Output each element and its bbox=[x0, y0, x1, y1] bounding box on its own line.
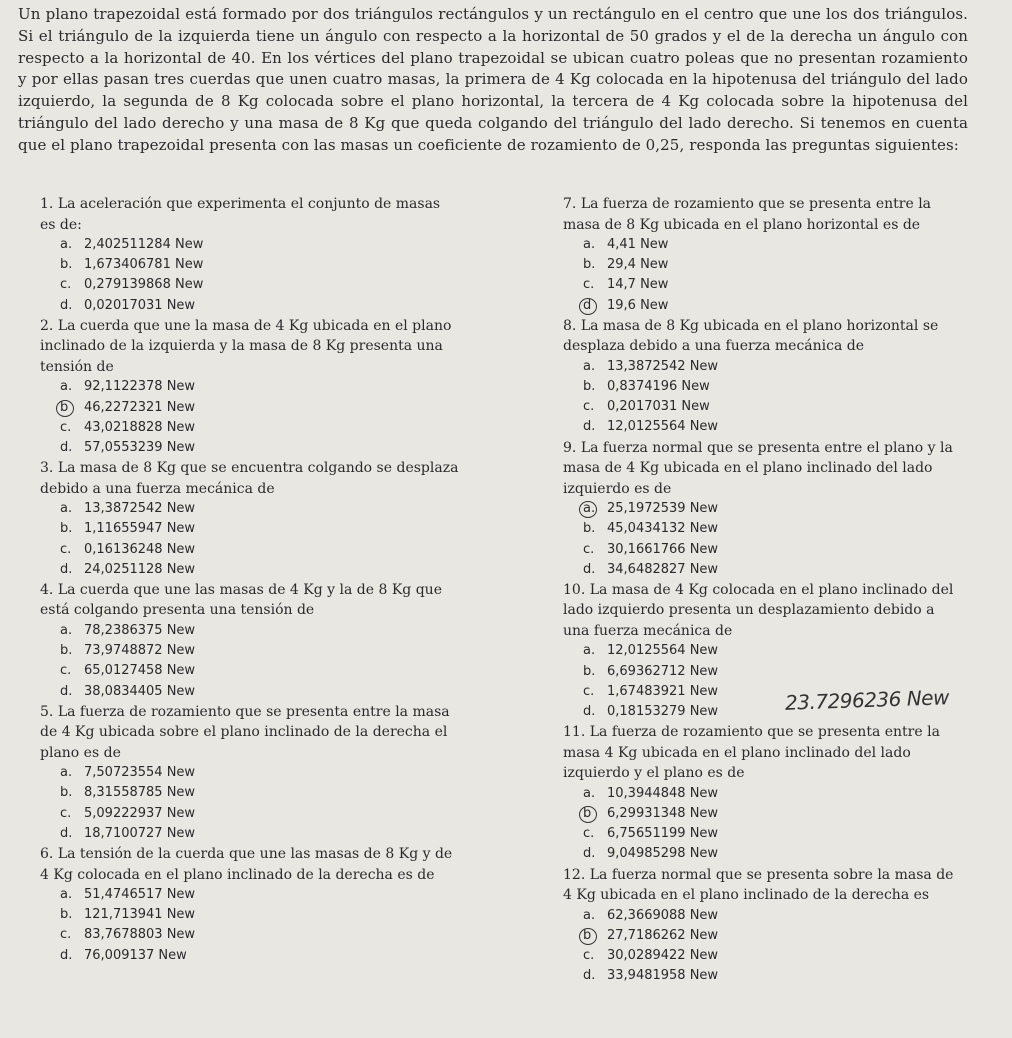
answer-option-selected bbox=[60, 398, 460, 418]
question bbox=[40, 702, 460, 844]
option-value: 13,3872542 New bbox=[84, 501, 196, 517]
option-letter: b. bbox=[60, 907, 73, 923]
option-value: 6,75651199 New bbox=[607, 826, 719, 842]
questions-right-column bbox=[563, 194, 963, 986]
question-stem bbox=[563, 580, 963, 642]
answer-options bbox=[60, 621, 460, 702]
option-value: 78,2386375 New bbox=[84, 622, 196, 638]
option-value: 8,31558785 New bbox=[84, 785, 196, 801]
option-letter: d. bbox=[583, 968, 596, 984]
option-value: 33,9481958 New bbox=[607, 968, 719, 984]
question bbox=[563, 438, 963, 580]
answer-option bbox=[583, 844, 963, 864]
question-stem bbox=[40, 580, 460, 621]
question-number: 8. bbox=[563, 317, 577, 334]
option-value: 19,6 New bbox=[607, 297, 669, 313]
answer-option bbox=[60, 560, 460, 580]
option-letter: c. bbox=[583, 541, 595, 557]
answer-option-selected bbox=[583, 499, 963, 519]
question bbox=[563, 194, 963, 316]
option-value: 51,4746517 New bbox=[84, 887, 196, 903]
option-value: 29,4 New bbox=[607, 257, 669, 273]
answer-option bbox=[60, 763, 460, 783]
question-text: La tensión de la cuerda que une las masas de 8 Kg y de 4 Kg colocada en el plano inclinado de la derecha es de bbox=[40, 846, 453, 883]
answer-options bbox=[60, 499, 460, 580]
option-value: 18,7100727 New bbox=[84, 825, 196, 841]
question-number: 1. bbox=[40, 196, 54, 212]
answer-option bbox=[60, 438, 460, 458]
question bbox=[40, 316, 460, 458]
option-letter: b. bbox=[583, 379, 596, 395]
option-value: 10,3944848 New bbox=[607, 785, 719, 801]
question-stem bbox=[40, 702, 460, 764]
option-letter: c. bbox=[583, 947, 595, 963]
option-letter: d. bbox=[60, 683, 73, 699]
option-letter: b. bbox=[583, 257, 596, 273]
answer-option bbox=[60, 682, 460, 702]
answer-option bbox=[583, 662, 963, 682]
question bbox=[40, 458, 460, 580]
option-value: 65,0127458 New bbox=[84, 663, 196, 679]
option-value: 1,67483921 New bbox=[607, 683, 719, 699]
answer-option bbox=[583, 966, 963, 986]
option-letter: b. bbox=[60, 521, 73, 537]
option-value: 9,04985298 New bbox=[607, 846, 719, 862]
answer-option bbox=[583, 255, 963, 275]
option-letter: b. bbox=[583, 663, 596, 679]
question-text: La fuerza de rozamiento que se presenta entre la masa 4 Kg ubicada en el plano inclinado del lado izquierdo y el plano es de bbox=[563, 724, 940, 782]
option-letter: a. bbox=[60, 765, 73, 781]
answer-option bbox=[60, 641, 460, 661]
option-value: 0,02017031 New bbox=[84, 297, 196, 313]
option-letter: b. bbox=[60, 643, 73, 659]
answer-options bbox=[583, 235, 963, 316]
option-letter: a. bbox=[60, 887, 73, 903]
question-text: La fuerza de rozamiento que se presenta entre la masa de 4 Kg ubicada sobre el plano inclinado de la derecha el plano es de bbox=[40, 703, 450, 761]
question-stem bbox=[563, 865, 963, 906]
option-letter: c. bbox=[60, 541, 72, 557]
question-text: La masa de 4 Kg colocada en el plano inclinado del lado izquierdo presenta un desplazamiento debido a una fuerza mecánica de bbox=[563, 581, 954, 639]
option-letter: d. bbox=[583, 561, 596, 577]
question-stem bbox=[563, 194, 963, 235]
option-value: 12,0125564 New bbox=[607, 419, 719, 435]
option-value: 7,50723554 New bbox=[84, 765, 196, 781]
answer-options bbox=[60, 763, 460, 844]
option-letter: a. bbox=[583, 785, 596, 801]
option-value: 57,0553239 New bbox=[84, 439, 196, 455]
option-value: 1,11655947 New bbox=[84, 521, 196, 537]
option-letter: b bbox=[583, 804, 607, 824]
answer-option-selected bbox=[583, 804, 963, 824]
question-number: 3. bbox=[40, 460, 54, 477]
question-number: 10. bbox=[563, 581, 586, 598]
answer-option bbox=[60, 905, 460, 925]
option-letter: c. bbox=[60, 663, 72, 679]
question bbox=[563, 316, 963, 438]
question-number: 6. bbox=[40, 846, 54, 863]
option-value: 30,0289422 New bbox=[607, 947, 719, 963]
option-value: 0,279139868 New bbox=[84, 277, 204, 293]
option-value: 13,3872542 New bbox=[607, 358, 719, 374]
question-text: La aceleración que experimenta el conjunto de masas es de: bbox=[40, 196, 441, 233]
question bbox=[563, 722, 963, 864]
option-value: 2,402511284 New bbox=[84, 237, 204, 252]
handwritten-note: 23.7296236 New bbox=[784, 685, 950, 715]
option-letter: a. bbox=[60, 379, 73, 395]
question-stem bbox=[563, 722, 963, 784]
option-value: 27,7186262 New bbox=[607, 927, 719, 943]
answer-option bbox=[60, 418, 460, 438]
answer-option-selected bbox=[583, 926, 963, 946]
option-value: 45,0434132 New bbox=[607, 521, 719, 537]
option-value: 5,09222937 New bbox=[84, 805, 196, 821]
option-letter: a. bbox=[60, 622, 73, 638]
answer-option bbox=[60, 661, 460, 681]
question-stem bbox=[40, 844, 460, 885]
option-letter: d. bbox=[60, 439, 73, 455]
question-number: 9. bbox=[563, 439, 577, 456]
option-letter: c. bbox=[60, 927, 72, 943]
option-value: 25,1972539 New bbox=[607, 501, 719, 517]
answer-option bbox=[60, 804, 460, 824]
question-text: La fuerza de rozamiento que se presenta entre la masa de 8 Kg ubicada en el plano horizontal es de bbox=[563, 196, 932, 233]
answer-option bbox=[60, 235, 460, 255]
question-text: La cuerda que une la masa de 4 Kg ubicada en el plano inclinado de la izquierda y la masa de 8 Kg presenta una tensión de bbox=[40, 317, 452, 375]
option-letter: d. bbox=[60, 825, 73, 841]
answer-option bbox=[583, 560, 963, 580]
question-text: La masa de 8 Kg que se encuentra colgando se desplaza debido a una fuerza mecánica de bbox=[40, 460, 459, 497]
answer-option bbox=[60, 783, 460, 803]
option-letter: a. bbox=[583, 499, 607, 519]
question-number: 4. bbox=[40, 581, 54, 598]
question-number: 5. bbox=[40, 703, 54, 720]
answer-option bbox=[583, 357, 963, 377]
answer-option bbox=[583, 397, 963, 417]
option-letter: d. bbox=[60, 947, 73, 963]
answer-option bbox=[583, 540, 963, 560]
option-letter: c. bbox=[583, 277, 595, 293]
question-text: La masa de 8 Kg ubicada en el plano horizontal se desplaza debido a una fuerza mecánica de bbox=[563, 317, 939, 355]
option-value: 43,0218828 New bbox=[84, 419, 196, 435]
option-value: 4,41 New bbox=[607, 237, 669, 252]
option-value: 121,713941 New bbox=[84, 907, 196, 923]
option-letter: d bbox=[583, 296, 607, 316]
question-stem bbox=[40, 194, 460, 235]
answer-option bbox=[60, 824, 460, 844]
option-letter: b bbox=[583, 926, 607, 946]
option-value: 14,7 New bbox=[607, 277, 669, 293]
option-letter: d. bbox=[583, 704, 596, 720]
option-letter: b. bbox=[583, 521, 596, 537]
question bbox=[40, 194, 460, 316]
answer-option bbox=[60, 296, 460, 316]
answer-option bbox=[583, 417, 963, 437]
option-letter: c. bbox=[583, 826, 595, 842]
question-stem bbox=[40, 458, 460, 499]
option-letter: b. bbox=[60, 257, 73, 273]
question-number: 2. bbox=[40, 317, 54, 334]
answer-options bbox=[583, 499, 963, 580]
option-letter: d. bbox=[60, 561, 73, 577]
option-letter: a. bbox=[60, 237, 73, 252]
option-letter: a. bbox=[583, 643, 596, 659]
option-value: 30,1661766 New bbox=[607, 541, 719, 557]
option-value: 92,1122378 New bbox=[84, 379, 196, 395]
option-letter: c. bbox=[583, 683, 595, 699]
option-value: 0,18153279 New bbox=[607, 704, 719, 720]
answer-options bbox=[583, 906, 963, 987]
answer-option bbox=[583, 275, 963, 295]
option-value: 38,0834405 New bbox=[84, 683, 196, 699]
option-letter: d. bbox=[60, 297, 73, 313]
answer-option bbox=[60, 946, 460, 966]
answer-option bbox=[583, 784, 963, 804]
answer-option bbox=[60, 377, 460, 397]
option-letter: a. bbox=[583, 237, 596, 252]
answer-option bbox=[60, 499, 460, 519]
question bbox=[563, 865, 963, 987]
problem-statement: Un plano trapezoidal está formado por dos triángulos rectángulos y un rectángulo en el centro que une los dos triángulos. Si el triángulo de la izquierda tiene un ángulo con respecto a la horizontal de 50 grados y el de la derecha un ángulo con respecto a la horizontal de 40. En los vértices del plano trapezoidal se ubican cuatro poleas que no presentan rozamiento y por ellas pasan tres cuerdas que unen cuatro masas, la primera de 4 Kg colocada en la hipotenusa del triángulo del lado izquierdo, la segunda de 8 Kg colocada sobre el plano horizontal, la tercera de 4 Kg colocada sobre la hipotenusa del triángulo del lado derecho y una masa de 8 Kg que queda colgando del triángulo del lado derecho. Si tenemos en cuenta que el plano trapezoidal presenta con las masas un coeficiente de rozamiento de 0,25, responda las preguntas siguientes: bbox=[18, 5, 968, 154]
question bbox=[40, 844, 460, 966]
question-text: La fuerza normal que se presenta sobre la masa de 4 Kg ubicada en el plano inclinado de la derecha es bbox=[563, 866, 954, 904]
option-letter: a. bbox=[60, 501, 73, 517]
answer-option bbox=[60, 621, 460, 641]
answer-option bbox=[60, 540, 460, 560]
option-value: 6,29931348 New bbox=[607, 805, 719, 821]
answer-option bbox=[583, 641, 963, 661]
option-letter: d. bbox=[583, 419, 596, 435]
option-value: 0,16136248 New bbox=[84, 541, 196, 557]
option-value: 0,2017031 New bbox=[607, 399, 710, 415]
option-letter: c. bbox=[60, 419, 72, 435]
answer-option bbox=[60, 519, 460, 539]
question-stem bbox=[563, 438, 963, 500]
answer-option bbox=[60, 275, 460, 295]
option-value: 83,7678803 New bbox=[84, 927, 196, 943]
option-letter: b. bbox=[60, 785, 73, 801]
option-letter: a. bbox=[583, 358, 596, 374]
question-stem bbox=[40, 316, 460, 378]
option-letter: c. bbox=[60, 805, 72, 821]
option-letter: a. bbox=[583, 907, 596, 923]
answer-option bbox=[583, 906, 963, 926]
answer-option bbox=[60, 885, 460, 905]
question-number: 11. bbox=[563, 724, 586, 741]
question-number: 7. bbox=[563, 196, 577, 212]
option-letter: b bbox=[60, 398, 84, 418]
answer-option bbox=[60, 255, 460, 275]
option-value: 12,0125564 New bbox=[607, 643, 719, 659]
answer-option-selected bbox=[583, 296, 963, 316]
answer-options bbox=[60, 235, 460, 316]
option-letter: c. bbox=[583, 399, 595, 415]
answer-option bbox=[583, 235, 963, 255]
option-value: 62,3669088 New bbox=[607, 907, 719, 923]
answer-option bbox=[583, 519, 963, 539]
answer-options bbox=[583, 357, 963, 438]
questions-left-column bbox=[40, 194, 460, 966]
option-value: 34,6482827 New bbox=[607, 561, 719, 577]
answer-option bbox=[583, 377, 963, 397]
question-text: La cuerda que une las masas de 4 Kg y la de 8 Kg que está colgando presenta una tensión de bbox=[40, 581, 442, 619]
answer-options bbox=[60, 377, 460, 458]
option-value: 73,9748872 New bbox=[84, 643, 196, 659]
option-value: 24,0251128 New bbox=[84, 561, 196, 577]
question-stem bbox=[563, 316, 963, 357]
answer-options bbox=[583, 784, 963, 865]
option-letter: c. bbox=[60, 277, 72, 293]
question-text: La fuerza normal que se presenta entre el plano y la masa de 4 Kg ubicada en el plano inclinado del lado izquierdo es de bbox=[563, 439, 953, 497]
option-value: 1,673406781 New bbox=[84, 257, 204, 273]
answer-options bbox=[60, 885, 460, 966]
option-value: 0,8374196 New bbox=[607, 379, 710, 395]
question bbox=[40, 580, 460, 702]
question-number: 12. bbox=[563, 866, 586, 883]
answer-option bbox=[60, 925, 460, 945]
option-value: 6,69362712 New bbox=[607, 663, 719, 679]
option-value: 46,2272321 New bbox=[84, 399, 196, 415]
answer-option bbox=[583, 946, 963, 966]
option-letter: d. bbox=[583, 846, 596, 862]
answer-option bbox=[583, 824, 963, 844]
option-value: 76,009137 New bbox=[84, 947, 187, 963]
